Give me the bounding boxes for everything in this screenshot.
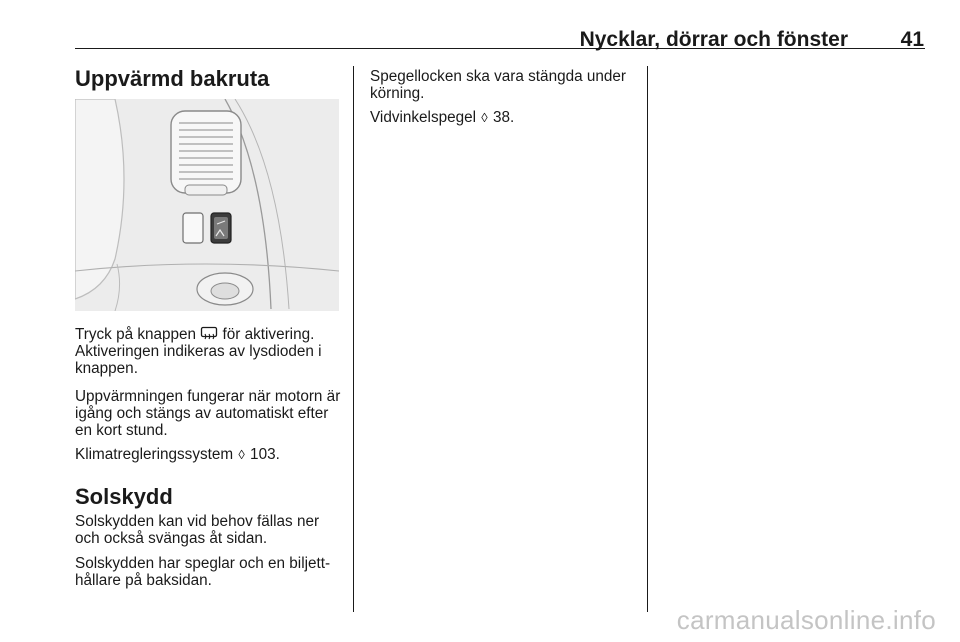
- climate-reference-text: Klimatregleringssystem: [75, 446, 238, 463]
- dashboard-illustration: [75, 99, 339, 311]
- page-reference-arrow-icon: ◊: [481, 110, 488, 125]
- page-reference-arrow-icon: ◊: [238, 447, 245, 462]
- section-heading-sun-visor: Solskydd: [75, 484, 173, 509]
- section-heading-rear-window: Uppvärmd bakruta: [75, 66, 270, 91]
- page-header-title: Nycklar, dörrar och fönster: [579, 28, 848, 51]
- rear-window-heating-figure: [75, 99, 339, 311]
- column-divider-right: [647, 66, 648, 612]
- climate-reference-paragraph: [75, 446, 347, 463]
- wide-angle-mirror-page: 38.: [488, 109, 515, 126]
- rear-window-paragraph-1-text-b: för aktivering. Aktiveringen indikeras av lysdioden i knappen.: [75, 326, 322, 378]
- wide-angle-mirror-reference: [370, 109, 642, 126]
- mirror-cover-paragraph: Spegellocken ska vara stängda under körning.: [370, 68, 626, 103]
- sun-visor-paragraph-1: Solskydden kan vid behov fällas ner och också svängas åt sidan.: [75, 513, 320, 548]
- header-divider: [75, 48, 925, 49]
- climate-reference-page: 103.: [245, 446, 280, 463]
- rear-window-paragraph-1-text-a: Tryck på knappen: [75, 326, 201, 343]
- wide-angle-mirror-text: Vidvinkelspegel: [370, 109, 481, 126]
- sun-visor-paragraph-2: Solskydden har speglar och en biljett-hållare på baksidan.: [75, 555, 331, 590]
- rear-window-paragraph-1: [75, 326, 347, 378]
- watermark: carmanualsonline.info: [676, 605, 936, 635]
- rear-window-heat-icon: [200, 326, 218, 341]
- rear-window-paragraph-2: Uppvärmningen fungerar när motorn är igång och stängs av automatiskt efter en kort stund.: [75, 388, 341, 440]
- page-number: 41: [900, 28, 924, 51]
- column-divider-left: [353, 66, 354, 612]
